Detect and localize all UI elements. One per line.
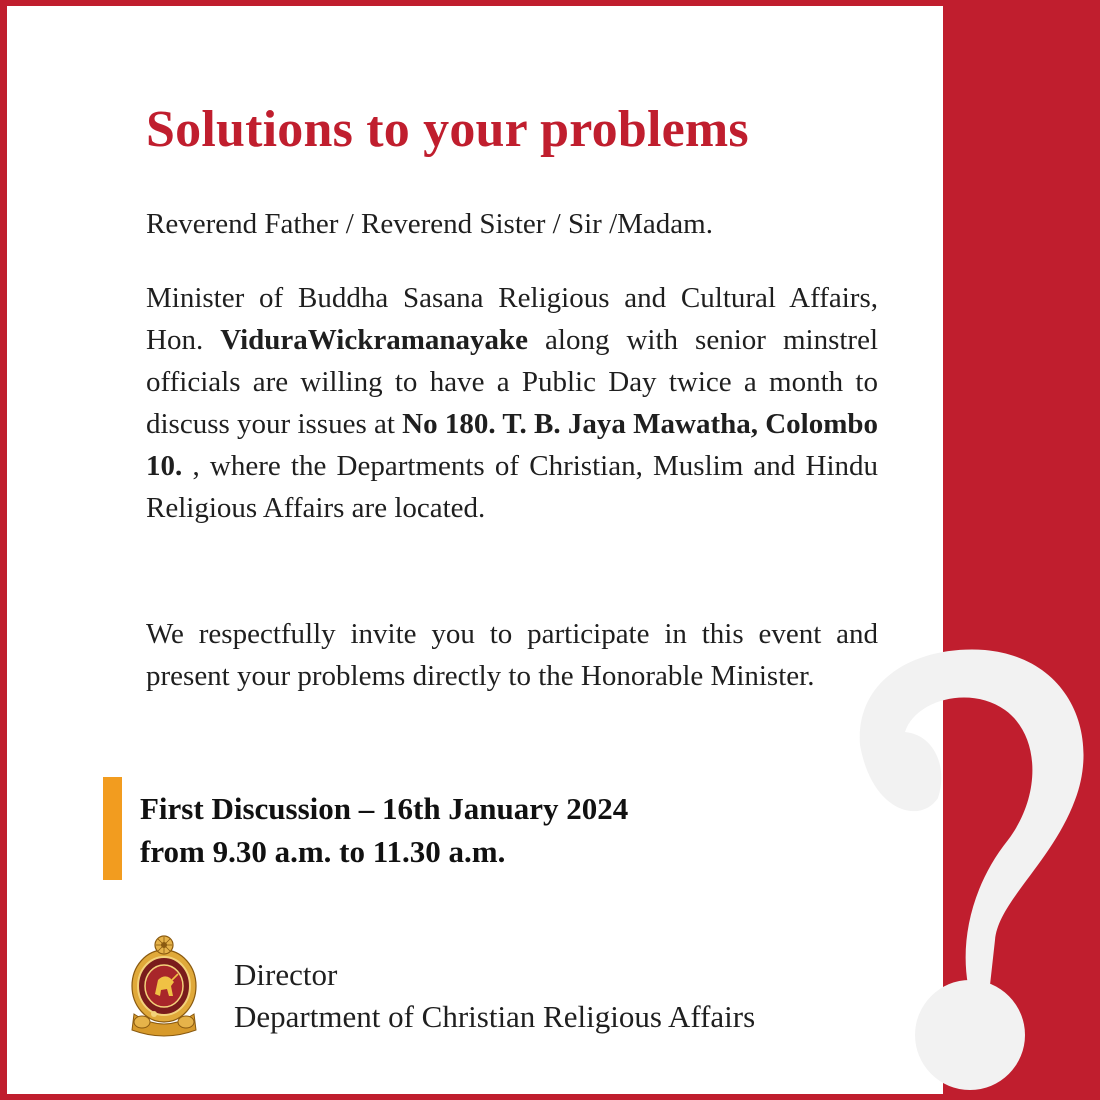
invitation-paragraph — [146, 277, 878, 529]
paragraph-text: , where the Departments of Christian, Muslim and Hindu Religious Affairs are located. — [146, 450, 878, 524]
question-mark-icon — [820, 640, 1100, 1100]
event-details — [140, 787, 628, 873]
notice-panel — [7, 6, 943, 1094]
salutation: Reverend Father / Reverend Sister / Sir /Madam. — [146, 208, 713, 240]
signatory-role: Director — [234, 957, 338, 992]
participation-paragraph: We respectfully invite you to participate in this event and present your problems directly to the Honorable Minister. — [146, 618, 878, 692]
event-date: First Discussion – 16th January 2024 — [140, 791, 629, 826]
paragraph-text: along with senior minstrel officials are willing to have a Public Day twice a month to discuss your issues at — [146, 324, 878, 440]
signature-block — [234, 954, 755, 1038]
paragraph-text: Minister of Buddha Sasana Religious and Cultural Affairs, Hon. — [146, 282, 878, 356]
event-time: from 9.30 a.m. to 11.30 a.m. — [140, 834, 506, 869]
signatory-department: Department of Christian Religious Affairs — [234, 999, 756, 1034]
venue-address: No 180. T. B. Jaya Mawatha, Colombo 10. — [146, 408, 879, 482]
minister-name: ViduraWickramanayake — [220, 324, 528, 356]
page-title: Solutions to your problems — [146, 101, 749, 158]
highlight-bar — [103, 777, 122, 880]
sri-lanka-emblem-icon — [128, 934, 200, 1040]
